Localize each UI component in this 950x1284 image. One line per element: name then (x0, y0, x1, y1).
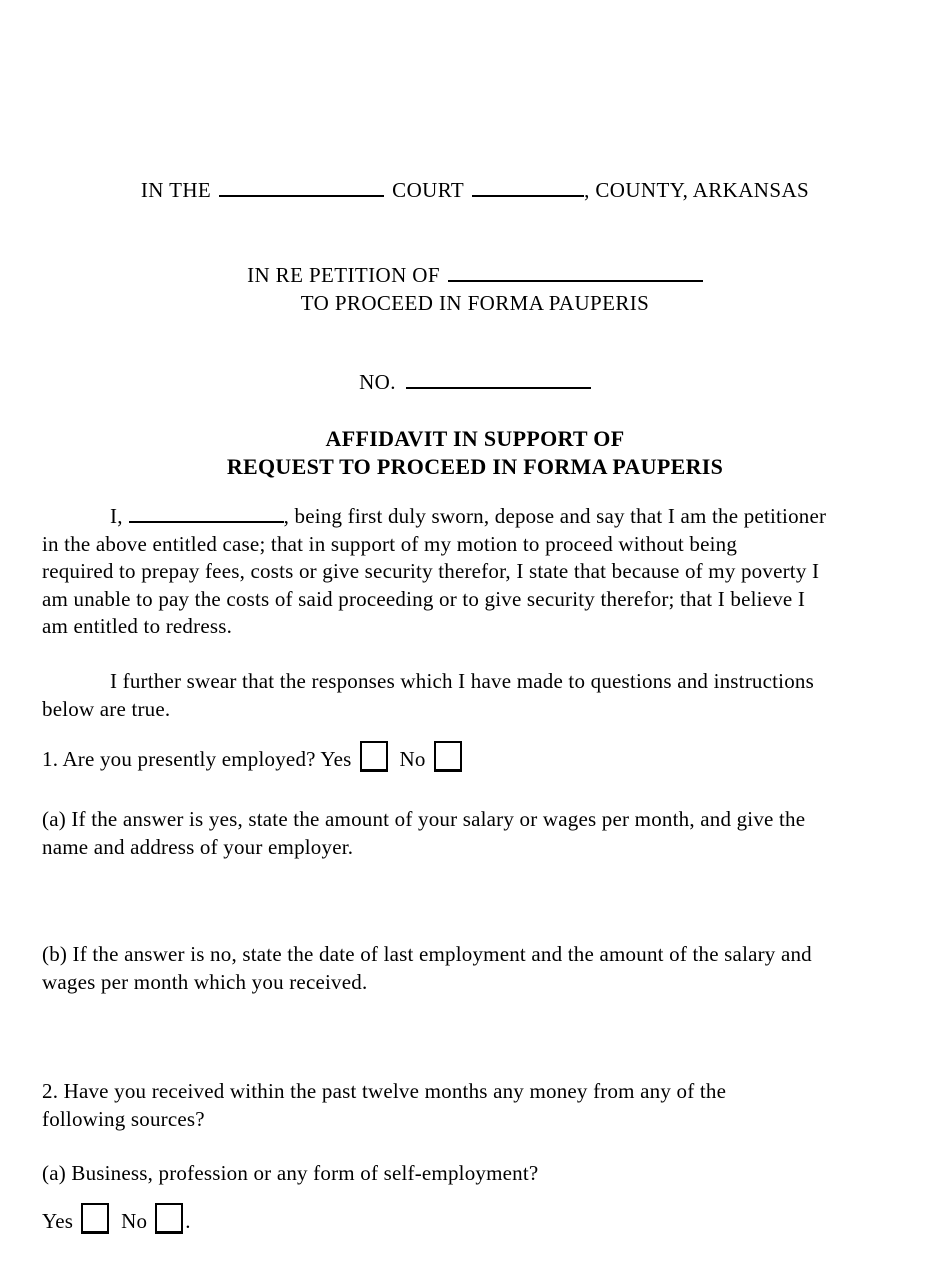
petition-caption (0, 262, 950, 317)
document-title-line1: AFFIDAVIT IN SUPPORT OF (325, 426, 625, 451)
question-2a-text: (a) Business, profession or any form of self-employment? (42, 1161, 539, 1185)
affiant-name-blank[interactable] (129, 521, 284, 523)
petition-line-2: TO PROCEED IN FORMA PAUPERIS (300, 290, 650, 315)
document-title (0, 425, 950, 480)
swear-paragraph (42, 668, 924, 723)
court-name-blank[interactable] (219, 195, 384, 197)
q1b-line-2: wages per month which you received. (42, 969, 368, 994)
caption-court: COURT (392, 178, 465, 202)
petition-line-1 (0, 262, 950, 290)
q1b-line-1: (b) If the answer is no, state the date of last employment and the amount of the salary and (42, 942, 812, 966)
question-2-prompt (42, 1078, 924, 1133)
oath-line-4: am unable to pay the costs of said proceeding or to give security therefor; that I believe I (42, 586, 806, 611)
question-1-prompt: 1. Are you presently employed? (42, 747, 316, 771)
q2a-yes-label: Yes (42, 1209, 74, 1233)
caption-prefix: IN THE (140, 178, 212, 202)
q1-no-label: No (399, 747, 426, 771)
court-division-blank[interactable] (472, 195, 584, 197)
q1-no-checkbox[interactable] (434, 741, 462, 772)
case-number-blank[interactable] (406, 387, 591, 389)
question-2a-answer-row (42, 1203, 924, 1237)
court-caption-line (0, 177, 950, 205)
oath-line-1 (42, 503, 924, 531)
question-1b-text (42, 941, 924, 996)
case-number-label: NO. (359, 370, 396, 394)
q2-line-2: following sources? (42, 1106, 205, 1131)
case-number-line (0, 369, 950, 397)
oath-line-5: am entitled to redress. (42, 614, 233, 638)
question-1-row (42, 741, 924, 775)
question-1a-text (42, 806, 924, 861)
q2a-no-checkbox[interactable] (155, 1203, 183, 1234)
q1a-line-2: name and address of your employer. (42, 834, 354, 859)
q1a-line-1: (a) If the answer is yes, state the amount of your salary or wages per month, and give the (42, 807, 806, 831)
q2-line-1: 2. Have you received within the past twelve months any money from any of the (42, 1079, 727, 1103)
oath-line-3: required to prepay fees, costs or give security therefor, I state that because of my poverty I (42, 559, 820, 583)
caption-suffix: , COUNTY, ARKANSAS (584, 178, 810, 202)
q2a-no-label: No (121, 1209, 148, 1233)
petition-prefix: IN RE PETITION OF (247, 263, 440, 287)
oath-line-2: in the above entitled case; that in support of my motion to proceed without being (42, 531, 738, 556)
q1-yes-checkbox[interactable] (360, 741, 388, 772)
q1-yes-label: Yes (320, 747, 352, 771)
oath-paragraph (42, 503, 924, 641)
document-title-line2: REQUEST TO PROCEED IN FORMA PAUPERIS (226, 453, 724, 479)
petitioner-name-blank[interactable] (448, 280, 703, 282)
swear-line-1: I further swear that the responses which I have made to questions and instructions (110, 669, 814, 693)
swear-line-2: below are true. (42, 696, 171, 721)
q2a-trailing-period: . (185, 1209, 191, 1233)
oath-line-1-text: , being first duly sworn, depose and say that I am the petitioner (283, 504, 827, 528)
oath-lead: I, (110, 504, 123, 528)
q2a-yes-checkbox[interactable] (81, 1203, 109, 1234)
